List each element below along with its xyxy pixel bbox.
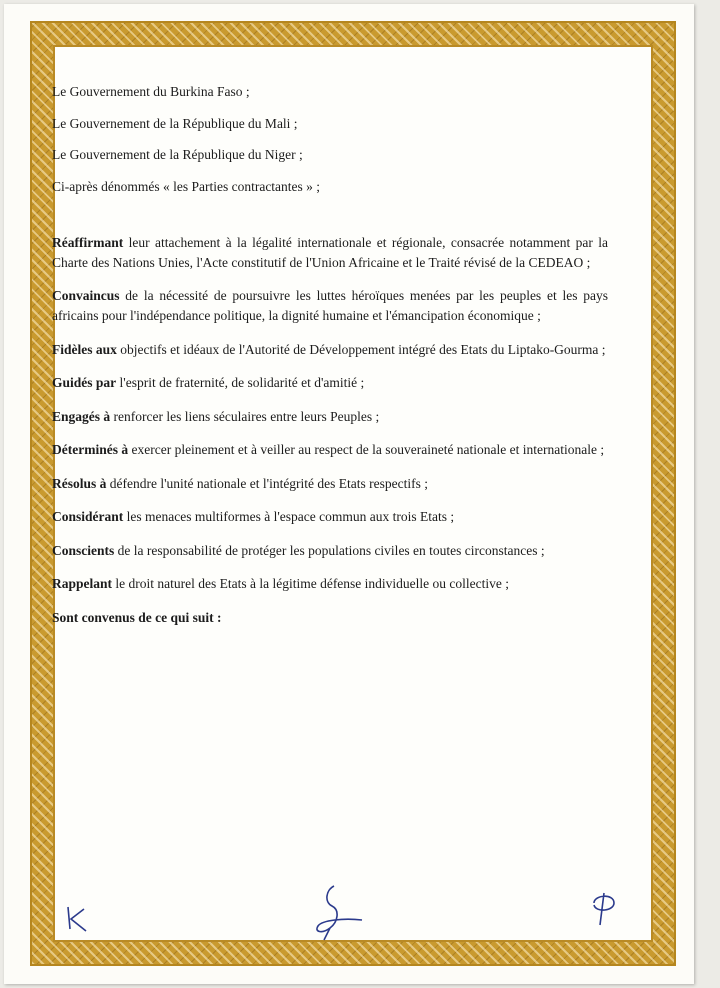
clause-keyword: Résolus à (52, 475, 107, 491)
clause-keyword: Conscients (52, 542, 115, 558)
clause-text: de la responsabilité de protéger les populations civiles en toutes circonstances ; (114, 542, 545, 558)
clause-text: de la nécessité de poursuivre les luttes héroïques menées par les peuples et les pays africains pour l'indépendance politique, la dignité humaine et l'émancipation économique ; (52, 288, 608, 323)
clause-text: leur attachement à la légalité internationale et régionale, consacrée notamment par la Charte des Nations Unies, l'Acte constitutif de l'Union Africaine et le Traité révisé de la CEDEAO ; (52, 235, 608, 270)
clause-text: les menaces multiformes à l'espace commun aux trois Etats ; (123, 509, 455, 525)
document-text (52, 82, 608, 641)
clause-keyword: Déterminés à (52, 442, 129, 458)
signature-initial-left (62, 899, 92, 935)
document-page (4, 4, 694, 984)
party-line: Le Gouvernement du Burkina Faso ; (52, 84, 250, 99)
closing-statement: Sont convenus de ce qui suit : (52, 610, 222, 625)
parties-list (52, 82, 608, 196)
clause-text: défendre l'unité nationale et l'intégrité des Etats respectifs ; (106, 475, 429, 491)
preamble-clause (52, 286, 608, 325)
clause-keyword: Engagés à (52, 408, 111, 424)
preamble-clause (52, 373, 608, 393)
preamble-clause (52, 340, 608, 360)
party-line: Le Gouvernement de la République du Mali ; (52, 115, 298, 131)
preamble-clause (52, 440, 608, 460)
clause-text: objectifs et idéaux de l'Autorité de Développement intégré des Etats du Liptako-Gourma ; (116, 341, 606, 357)
preamble-clause (52, 507, 608, 527)
clause-keyword: Considérant (52, 509, 124, 525)
clause-text: l'esprit de fraternité, de solidarité et d'amitié ; (116, 375, 365, 391)
clause-keyword: Convaincus (52, 288, 120, 304)
clause-text: le droit naturel des Etats à la légitime défense individuelle ou collective ; (112, 576, 510, 592)
preamble-clause (52, 574, 608, 594)
preamble-clause (52, 233, 608, 272)
party-line: Ci-après dénommés « les Parties contractantes » ; (52, 178, 321, 194)
preamble-clause (52, 474, 608, 494)
clause-keyword: Guidés par (52, 375, 117, 391)
clause-keyword: Rappelant (52, 576, 113, 592)
signature-initial-center (304, 882, 368, 944)
clause-keyword: Réaffirmant (52, 235, 124, 251)
clause-text: renforcer les liens séculaires entre leurs Peuples ; (110, 408, 380, 424)
preamble-clause (52, 541, 608, 561)
preamble-clause (52, 407, 608, 427)
clause-text: exercer pleinement et à veiller au respect de la souveraineté nationale et internationale ; (128, 442, 605, 458)
party-line: Le Gouvernement de la République du Niger ; (52, 147, 303, 163)
signature-initial-right (588, 889, 620, 929)
clause-keyword: Fidèles aux (52, 341, 117, 357)
